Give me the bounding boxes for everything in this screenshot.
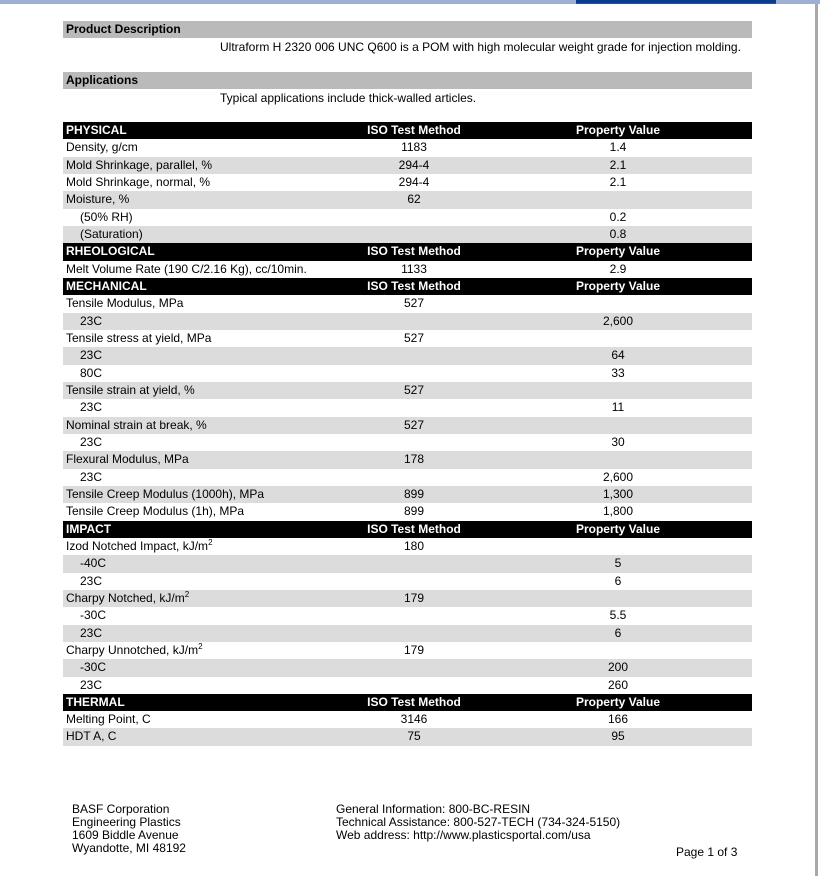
iso-method: 294-4 (398, 157, 430, 172)
table-row (63, 503, 752, 520)
property-label: -40C (80, 556, 107, 571)
property-value: 6 (614, 625, 622, 640)
column-header-value: Property Value (575, 694, 661, 709)
column-header-method: ISO Test Method (367, 521, 461, 536)
property-label: 23C (80, 573, 103, 588)
property-value: 64 (611, 348, 625, 363)
property-label: Melt Volume Rate (190 C/2.16 Kg), cc/10min. (66, 261, 307, 276)
property-label: Nominal strain at break, % (66, 417, 207, 432)
property-label: Moisture, % (66, 192, 130, 207)
property-label: Density, g/cm (66, 140, 138, 155)
property-value: 11 (611, 400, 625, 415)
column-header-method: ISO Test Method (367, 244, 461, 259)
property-label: -30C (80, 660, 107, 675)
footer-address (72, 803, 186, 855)
section-title: PHYSICAL (66, 123, 127, 137)
property-label: Izod Notched Impact, $kJ/m^2$ (66, 537, 213, 553)
table-row (63, 313, 752, 330)
page-number: Page 1 of 3 (676, 845, 738, 859)
property-value: 2,600 (602, 469, 634, 484)
table-row (63, 191, 752, 208)
section-title: RHEOLOGICAL (66, 244, 155, 259)
table-row (63, 226, 752, 243)
table-row (63, 573, 752, 590)
property-label: Charpy Notched, $kJ/m^2$ (66, 589, 190, 605)
section-header-physical (63, 122, 752, 139)
iso-method: 1183 (401, 140, 427, 155)
iso-method: 527 (403, 296, 425, 311)
iso-method: 179 (403, 642, 425, 657)
table-row (63, 347, 752, 364)
column-header-value: Property Value (575, 521, 661, 536)
iso-method: 75 (407, 729, 421, 744)
section-title: IMPACT (66, 521, 112, 536)
property-label: 80C (80, 365, 103, 380)
iso-method: 899 (403, 486, 425, 501)
footer-company: BASF Corporation (72, 802, 170, 816)
property-value: 0.2 (609, 209, 627, 224)
property-label: 23C (80, 313, 103, 328)
footer-city: Wyandotte, MI 48192 (72, 841, 186, 855)
column-header-method: ISO Test Method (367, 694, 461, 709)
column-header-value: Property Value (575, 244, 661, 259)
table-row (63, 139, 752, 156)
iso-method: 178 (403, 452, 425, 467)
table-row (63, 261, 752, 278)
property-value: 200 (607, 660, 629, 675)
product-description-heading: Product Description (63, 21, 752, 38)
properties-table (63, 122, 752, 746)
column-header-value: Property Value (575, 123, 661, 137)
table-row (63, 659, 752, 676)
property-label: HDT A, C (66, 729, 117, 744)
table-row (63, 469, 752, 486)
property-label: Flexural Modulus, MPa (66, 452, 189, 467)
table-row (63, 555, 752, 572)
property-value: 30 (611, 434, 625, 449)
column-header-method: ISO Test Method (367, 278, 461, 293)
table-row (63, 538, 752, 555)
property-label: Melting Point, C (66, 712, 151, 727)
property-value: 5.5 (609, 608, 627, 623)
table-row (63, 728, 752, 745)
table-row (63, 607, 752, 624)
active-tab-indicator (576, 0, 776, 4)
iso-method: 3146 (400, 712, 428, 727)
footer-street: 1609 Biddle Avenue (72, 828, 179, 842)
section-title: THERMAL (66, 694, 125, 709)
footer-division: Engineering Plastics (72, 815, 181, 829)
superscript: 2 (184, 589, 190, 599)
property-value: 33 (611, 365, 625, 380)
table-row (63, 209, 752, 226)
property-label: (50% RH) (80, 209, 133, 224)
superscript: 2 (198, 641, 203, 651)
section-header-mechanical (63, 278, 752, 295)
property-value: 5 (614, 556, 622, 571)
iso-method: 527 (403, 330, 425, 345)
table-row (63, 451, 752, 468)
table-row (63, 417, 752, 434)
table-row (63, 590, 752, 607)
property-label: Tensile stress at yield, MPa (66, 330, 212, 345)
table-row (63, 625, 752, 642)
property-value: 6 (614, 573, 622, 588)
property-value: 0.8 (609, 226, 627, 241)
property-value: 2.1 (609, 174, 627, 189)
property-label: 23C (80, 348, 103, 363)
table-row (63, 174, 752, 191)
section-title: MECHANICAL (66, 278, 147, 293)
property-value: 1,800 (602, 504, 634, 519)
property-label: 23C (80, 469, 103, 484)
iso-method: 294-4 (398, 174, 430, 189)
property-value: 95 (611, 729, 625, 744)
applications-heading: Applications (63, 72, 752, 89)
table-row (63, 382, 752, 399)
table-row (63, 399, 752, 416)
section-header-impact (63, 521, 752, 538)
applications-text: Typical applications include thick-walled articles. (220, 91, 477, 105)
table-row (63, 330, 752, 347)
property-label: -30C (80, 608, 107, 623)
property-label: (Saturation) (80, 226, 143, 241)
property-label: Tensile strain at yield, % (66, 382, 195, 397)
section-header-thermal (63, 694, 752, 711)
iso-method: 527 (403, 417, 425, 432)
iso-method: 62 (407, 192, 421, 207)
table-row (63, 434, 752, 451)
property-value: 260 (607, 677, 629, 692)
table-row (63, 486, 752, 503)
footer-general-info: General Information: 800-BC-RESIN (336, 802, 531, 816)
property-label: Tensile Creep Modulus (1000h), MPa (66, 486, 265, 501)
table-row (63, 157, 752, 174)
property-label: Mold Shrinkage, normal, % (66, 174, 211, 189)
property-label: Tensile Modulus, MPa (66, 296, 184, 311)
iso-method: 1133 (401, 261, 427, 276)
property-value: 2,600 (602, 313, 634, 328)
property-value: 2.1 (609, 157, 627, 172)
table-row (63, 365, 752, 382)
table-row (63, 642, 752, 659)
product-description-text: Ultraform H 2320 006 UNC Q600 is a POM with high molecular weight grade for injection molding. (220, 40, 741, 54)
property-label: 23C (80, 400, 103, 415)
footer-contact (336, 803, 620, 842)
column-header-value: Property Value (575, 278, 661, 293)
property-value: 1.4 (609, 140, 627, 155)
iso-method: 899 (403, 504, 425, 519)
iso-method: 527 (403, 382, 425, 397)
property-value: 2.9 (609, 261, 627, 276)
column-header-method: ISO Test Method (367, 123, 461, 137)
superscript: 2 (208, 537, 213, 547)
table-row (63, 677, 752, 694)
section-header-rheological (63, 243, 752, 260)
property-label: Charpy Unnotched, $kJ/m^2$ (66, 641, 203, 657)
table-row (63, 295, 752, 312)
property-label: 23C (80, 677, 103, 692)
property-value: 1,300 (602, 486, 634, 501)
table-row (63, 711, 752, 728)
iso-method: 179 (403, 590, 425, 605)
footer-web-address: Web address: http://www.plasticsportal.com/usa (336, 828, 591, 842)
iso-method: 180 (403, 538, 425, 553)
property-label: 23C (80, 434, 103, 449)
property-label: Mold Shrinkage, parallel, % (66, 157, 213, 172)
page-right-border (815, 4, 818, 876)
property-label: Tensile Creep Modulus (1h), MPa (66, 504, 245, 519)
property-value: 166 (607, 712, 629, 727)
property-label: 23C (80, 625, 103, 640)
footer-technical-assistance: Technical Assistance: 800-527-TECH (734-324-5150) (336, 815, 621, 829)
